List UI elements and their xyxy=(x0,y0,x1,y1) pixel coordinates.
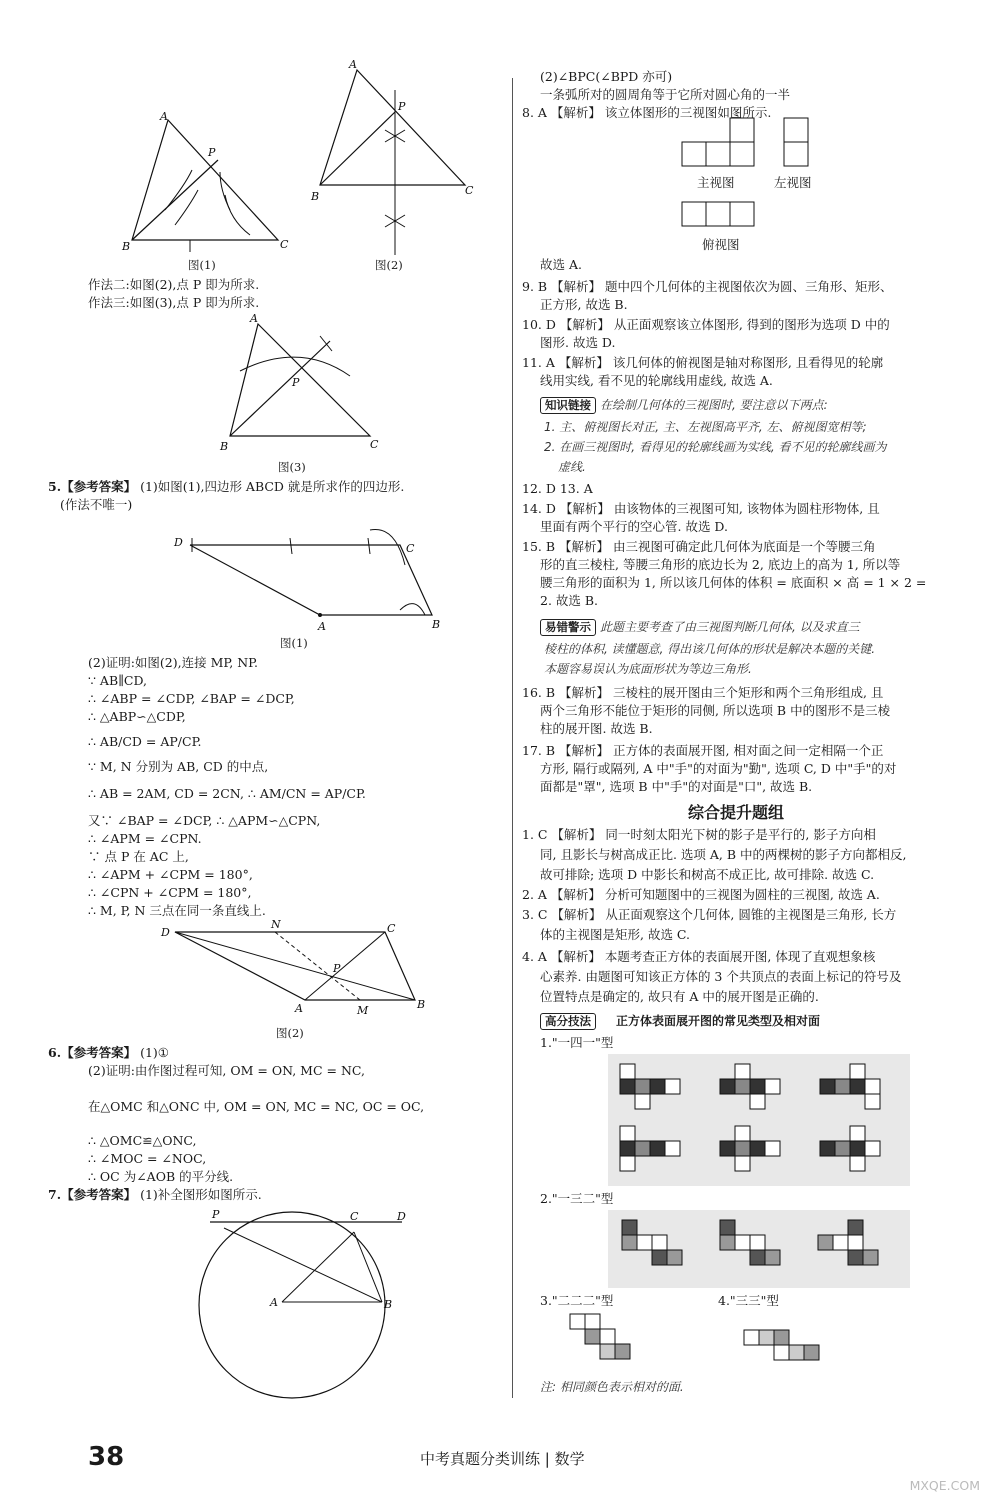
svg-text:A: A xyxy=(250,312,258,325)
net-square xyxy=(865,1094,880,1109)
tip2-l3: 本题容易误认为底面形状为等边三角形. xyxy=(544,662,752,676)
net-square xyxy=(650,1079,665,1094)
net-square xyxy=(848,1235,863,1250)
svg-text:B: B xyxy=(311,190,320,203)
q17-l1: 17. B 【解析】 正方体的表面展开图, 相对面之间一定相隔一个正 xyxy=(522,743,884,758)
q5-heading xyxy=(48,478,404,496)
q5-proof-5: ∴ AB/CD = AP/CP. xyxy=(88,734,202,749)
q12-13: 12. D 13. A xyxy=(522,481,593,496)
net-square xyxy=(635,1094,650,1109)
q5-line2: (作法不唯一) xyxy=(60,497,133,512)
svg-text:D: D xyxy=(174,536,183,549)
net-square xyxy=(620,1079,635,1094)
tip2-tag: 易错警示 xyxy=(540,619,596,636)
svg-text:N: N xyxy=(271,918,281,931)
net-square xyxy=(774,1345,789,1360)
svg-text:D: D xyxy=(397,1210,406,1223)
net-square xyxy=(848,1220,863,1235)
net-square xyxy=(620,1156,635,1171)
net-square xyxy=(585,1329,600,1344)
svg-text:B: B xyxy=(220,440,229,453)
top-view-label: 俯视图 xyxy=(702,237,740,252)
q7-tag: 【参考答案】 xyxy=(61,1187,137,1202)
q15-l2: 形的直三棱柱, 等腰三角形的底边长为 2, 底边上的高为 1, 所以等 xyxy=(540,557,901,572)
q17-l3: 面都是"罩", 选项 B 中"手"的对面是"口", 故选 B. xyxy=(540,779,813,794)
figure-quadrilateral xyxy=(170,520,440,640)
q16-l2: 两个三角形不能位于矩形的同侧, 所以选项 B 中的图形不是三棱 xyxy=(540,703,891,718)
top-line-1: (2)∠BPC(∠BPD 亦可) xyxy=(540,69,673,84)
q9-l1: 9. B 【解析】 题中四个几何体的主视图依次为圆、三角形、矩形、 xyxy=(522,279,893,294)
svg-text:A: A xyxy=(270,1296,278,1309)
net-square xyxy=(863,1250,878,1265)
net-square xyxy=(835,1079,850,1094)
net-square xyxy=(652,1250,667,1265)
q8-end: 故选 A. xyxy=(540,257,582,272)
type2-label: 2."一三二"型 xyxy=(540,1191,614,1206)
net-square xyxy=(635,1141,650,1156)
net-square xyxy=(774,1330,789,1345)
tip1-l2: 1. 主、俯视图长对正, 主、左视图高平齐, 左、俯视图宽相等; xyxy=(544,420,867,434)
net-square xyxy=(850,1079,865,1094)
svg-text:C: C xyxy=(370,438,379,451)
column-divider xyxy=(512,78,513,1398)
net-square xyxy=(744,1330,759,1345)
q5-proof-13: ∴ M, P, N 三点在同一条直线上. xyxy=(88,903,266,918)
q16-l1: 16. B 【解析】 三棱柱的展开图由三个矩形和两个三角形组成, 且 xyxy=(522,685,884,700)
q16-l3: 柱的展开图. 故选 B. xyxy=(540,721,653,736)
q5-proof-1: (2)证明:如图(2),连接 MP, NP. xyxy=(88,655,258,670)
q5-proof-8: 又∵ ∠BAP = ∠DCP, ∴ △APM∽△CPN, xyxy=(88,813,321,828)
q5-line1: (1)如图(1),四边形 ABCD 就是所求作的四边形. xyxy=(140,479,405,494)
net-square xyxy=(600,1329,615,1344)
type1-label: 1."一四一"型 xyxy=(540,1035,614,1050)
s1-l3: 故可排除; 选项 D 中影长和树高不成正比, 故可排除. 故选 C. xyxy=(540,867,875,882)
net-square xyxy=(622,1235,637,1250)
svg-text:P: P xyxy=(292,376,300,389)
net-square xyxy=(820,1141,835,1156)
net-square xyxy=(759,1330,774,1345)
s1-l2: 同, 且影长与树高成正比. 选项 A, B 中的两棵树的影子方向都相反, xyxy=(540,847,907,862)
net-square xyxy=(765,1250,780,1265)
net-square xyxy=(850,1141,865,1156)
s3-l1: 3. C 【解析】 从正面观察这个几何体, 圆锥的主视图是三角形, 长方 xyxy=(522,907,897,922)
q6-heading xyxy=(48,1044,169,1062)
q17-l2: 方形, 隔行或隔列, A 中"手"的对面为"勤", 选项 C, D 中"手"的对 xyxy=(540,761,897,776)
method-3: 作法三:如图(3),点 P 即为所求. xyxy=(88,295,260,310)
q8: 8. A 【解析】 该立体图形的三视图如图所示. xyxy=(522,105,772,120)
net-square xyxy=(765,1079,780,1094)
book-title: 中考真题分类训练 | 数学 xyxy=(420,1450,585,1468)
q5-proof-9: ∴ ∠APM = ∠CPN. xyxy=(88,831,202,846)
q14-l1: 14. D 【解析】 由该物体的三视图可知, 该物体为圆柱形物体, 且 xyxy=(522,501,880,516)
net-square xyxy=(620,1064,635,1079)
net-square xyxy=(720,1235,735,1250)
tip3-title: 正方体表面展开图的常见类型及相对面 xyxy=(615,1014,820,1028)
net-square xyxy=(600,1344,615,1359)
figure-triangle-1 xyxy=(122,110,330,260)
svg-text:C: C xyxy=(387,922,396,935)
q7-number: 7. xyxy=(48,1187,62,1202)
net-square xyxy=(620,1141,635,1156)
fig1-caption: 图(1) xyxy=(188,258,216,272)
net-square xyxy=(720,1220,735,1235)
q14-l2: 里面有两个平行的空心管. 故选 D. xyxy=(540,519,728,534)
net-square xyxy=(765,1141,780,1156)
svg-text:C: C xyxy=(280,238,289,251)
svg-text:A: A xyxy=(349,58,357,71)
svg-text:B: B xyxy=(384,1298,393,1311)
tip3-row xyxy=(540,1012,820,1030)
q6-proof-3: ∴ △OMC≌△ONC, xyxy=(88,1133,197,1148)
net-square xyxy=(735,1064,750,1079)
note: 注: 相同颜色表示相对的面. xyxy=(540,1380,684,1394)
q5-proof-3: ∴ ∠ABP = ∠CDP, ∠BAP = ∠DCP, xyxy=(88,691,295,706)
net-square xyxy=(570,1314,585,1329)
q5-proof-11: ∴ ∠APM + ∠CPM = 180°, xyxy=(88,867,253,882)
tip2-l1: 此题主要考查了由三视图判断几何体, 以及求直三 xyxy=(599,620,860,634)
net-square xyxy=(820,1079,835,1094)
tip3-tag: 高分技法 xyxy=(540,1013,596,1030)
tip2-row xyxy=(540,618,860,636)
page-number: 38 xyxy=(88,1442,125,1472)
svg-text:A: A xyxy=(318,620,326,633)
q5-number: 5. xyxy=(48,479,62,494)
net-square xyxy=(865,1141,880,1156)
figure-triangle-3 xyxy=(220,312,400,456)
svg-text:D: D xyxy=(161,926,170,939)
svg-text:P: P xyxy=(212,1208,220,1221)
net-square xyxy=(750,1141,765,1156)
type3-net xyxy=(570,1314,690,1374)
q6-proof-2: 在△OMC 和△ONC 中, OM = ON, MC = NC, OC = OC, xyxy=(88,1099,425,1114)
s4-l1: 4. A 【解析】 本题考查正方体的表面展开图, 体现了直观想象核 xyxy=(522,949,876,964)
type2-nets xyxy=(608,1210,910,1288)
q5-proof-12: ∴ ∠CPN + ∠CPM = 180°, xyxy=(88,885,252,900)
tip1-row xyxy=(540,396,828,414)
q7-heading xyxy=(48,1186,262,1204)
tip1-tag: 知识链接 xyxy=(540,397,596,414)
net-square xyxy=(615,1344,630,1359)
s4-l2: 心素养. 由题图可知该正方体的 3 个共顶点的表面上标记的符号及 xyxy=(540,969,902,984)
net-square xyxy=(622,1220,637,1235)
q6-number: 6. xyxy=(48,1045,62,1060)
q5-fig1-caption: 图(1) xyxy=(280,636,308,650)
q7-line1: (1)补全图形如图所示. xyxy=(140,1187,262,1202)
svg-text:P: P xyxy=(398,100,406,113)
q5-proof-2: ∵ AB∥CD, xyxy=(88,673,148,688)
section-title: 综合提升题组 xyxy=(688,803,785,822)
s2: 2. A 【解析】 分析可知题图中的三视图为圆柱的三视图, 故选 A. xyxy=(522,887,880,902)
net-square xyxy=(750,1079,765,1094)
q5-fig2-caption: 图(2) xyxy=(276,1026,304,1040)
net-square xyxy=(665,1079,680,1094)
svg-text:P: P xyxy=(333,962,341,975)
q15-l4: 2. 故选 B. xyxy=(540,593,599,608)
q5-tag: 【参考答案】 xyxy=(61,479,137,494)
tip1-l3: 2. 在画三视图时, 看得见的轮廓线画为实线, 看不见的轮廓线画为 xyxy=(544,440,887,454)
net-square xyxy=(850,1156,865,1171)
svg-text:P: P xyxy=(208,146,216,159)
net-square xyxy=(865,1079,880,1094)
svg-text:C: C xyxy=(350,1210,359,1223)
q15-l1: 15. B 【解析】 由三视图可确定此几何体为底面是一个等腰三角 xyxy=(522,539,876,554)
figure-triangle-2 xyxy=(311,58,475,260)
svg-text:B: B xyxy=(122,240,131,253)
q11-l2: 线用实线, 看不见的轮廓线用虚线, 故选 A. xyxy=(540,373,773,388)
fig2-caption: 图(2) xyxy=(375,258,403,272)
svg-text:C: C xyxy=(465,184,474,197)
q10-l1: 10. D 【解析】 从正面观察该立体图形, 得到的图形为选项 D 中的 xyxy=(522,317,890,332)
front-view-label: 主视图 xyxy=(697,175,735,190)
svg-text:A: A xyxy=(160,110,168,123)
q5-proof-4: ∴ △ABP∽△CDP, xyxy=(88,709,186,724)
net-square xyxy=(720,1141,735,1156)
q6-tag: 【参考答案】 xyxy=(61,1045,137,1060)
svg-text:A: A xyxy=(295,1002,303,1015)
top-line-2: 一条弧所对的圆周角等于它所对圆心角的一半 xyxy=(540,87,791,102)
q11-l1: 11. A 【解析】 该几何体的俯视图是轴对称图形, 且看得见的轮廓 xyxy=(522,355,884,370)
s3-l2: 体的主视图是矩形, 故选 C. xyxy=(540,927,691,942)
net-square xyxy=(585,1314,600,1329)
net-square xyxy=(804,1345,819,1360)
type3-label: 3."二二二"型 xyxy=(540,1293,614,1308)
q6-answer: (1)① xyxy=(140,1045,169,1060)
svg-text:B: B xyxy=(432,618,441,631)
net-square xyxy=(735,1079,750,1094)
net-square xyxy=(667,1250,682,1265)
net-square xyxy=(637,1235,652,1250)
q6-proof-5: ∴ OC 为∠AOB 的平分线. xyxy=(88,1169,234,1184)
q6-proof-1: (2)证明:由作图过程可知, OM = ON, MC = NC, xyxy=(88,1063,365,1078)
left-view-label: 左视图 xyxy=(774,175,812,190)
svg-text:M: M xyxy=(357,1004,369,1017)
svg-text:B: B xyxy=(417,998,426,1011)
tip2-l2: 棱柱的体积, 读懂题意, 得出该几何体的形状是解决本题的关键. xyxy=(544,642,876,656)
net-square xyxy=(652,1235,667,1250)
net-square xyxy=(818,1235,833,1250)
q9-l2: 正方形, 故选 B. xyxy=(540,297,628,312)
q5-proof-6: ∵ M, N 分别为 AB, CD 的中点, xyxy=(88,759,269,774)
method-2: 作法二:如图(2),点 P 即为所求. xyxy=(88,277,260,292)
type4-label: 4."三三"型 xyxy=(718,1293,779,1308)
net-square xyxy=(750,1250,765,1265)
net-square xyxy=(665,1141,680,1156)
q15-l3: 腰三角形的面积为 1, 所以该几何体的体积 = 底面积 × 高 = 1 × 2 = xyxy=(540,575,927,590)
figure-circle xyxy=(192,1210,492,1400)
fig3-caption: 图(3) xyxy=(278,460,306,474)
net-square xyxy=(735,1235,750,1250)
net-square xyxy=(735,1141,750,1156)
net-square xyxy=(750,1235,765,1250)
figure-proof-2 xyxy=(161,918,426,1020)
net-square xyxy=(650,1141,665,1156)
net-square xyxy=(789,1345,804,1360)
net-square xyxy=(835,1141,850,1156)
net-square xyxy=(750,1094,765,1109)
net-square xyxy=(850,1064,865,1079)
s4-l3: 位置特点是确定的, 故只有 A 中的展开图是正确的. xyxy=(540,989,819,1004)
net-square xyxy=(735,1156,750,1171)
net-square xyxy=(850,1126,865,1141)
net-square xyxy=(833,1235,848,1250)
watermark: MXQE.COM xyxy=(909,1478,980,1493)
q5-proof-7: ∴ AB = 2AM, CD = 2CN, ∴ AM/CN = AP/CP. xyxy=(88,786,366,801)
net-square xyxy=(620,1126,635,1141)
type4-net xyxy=(744,1330,884,1370)
net-square xyxy=(635,1079,650,1094)
svg-text:C: C xyxy=(406,542,415,555)
net-square xyxy=(848,1250,863,1265)
tip1-l1: 在绘制几何体的三视图时, 要注意以下两点: xyxy=(599,398,828,412)
s1-l1: 1. C 【解析】 同一时刻太阳光下树的影子是平行的, 影子方向相 xyxy=(522,827,876,842)
q10-l2: 图形. 故选 D. xyxy=(540,335,616,350)
net-square xyxy=(735,1126,750,1141)
type1-nets xyxy=(608,1054,910,1186)
q6-proof-4: ∴ ∠MOC = ∠NOC, xyxy=(88,1151,207,1166)
tip1-l4: 虚线. xyxy=(558,460,586,474)
net-square xyxy=(720,1079,735,1094)
q5-proof-10: ∵ 点 P 在 AC 上, xyxy=(88,849,189,864)
